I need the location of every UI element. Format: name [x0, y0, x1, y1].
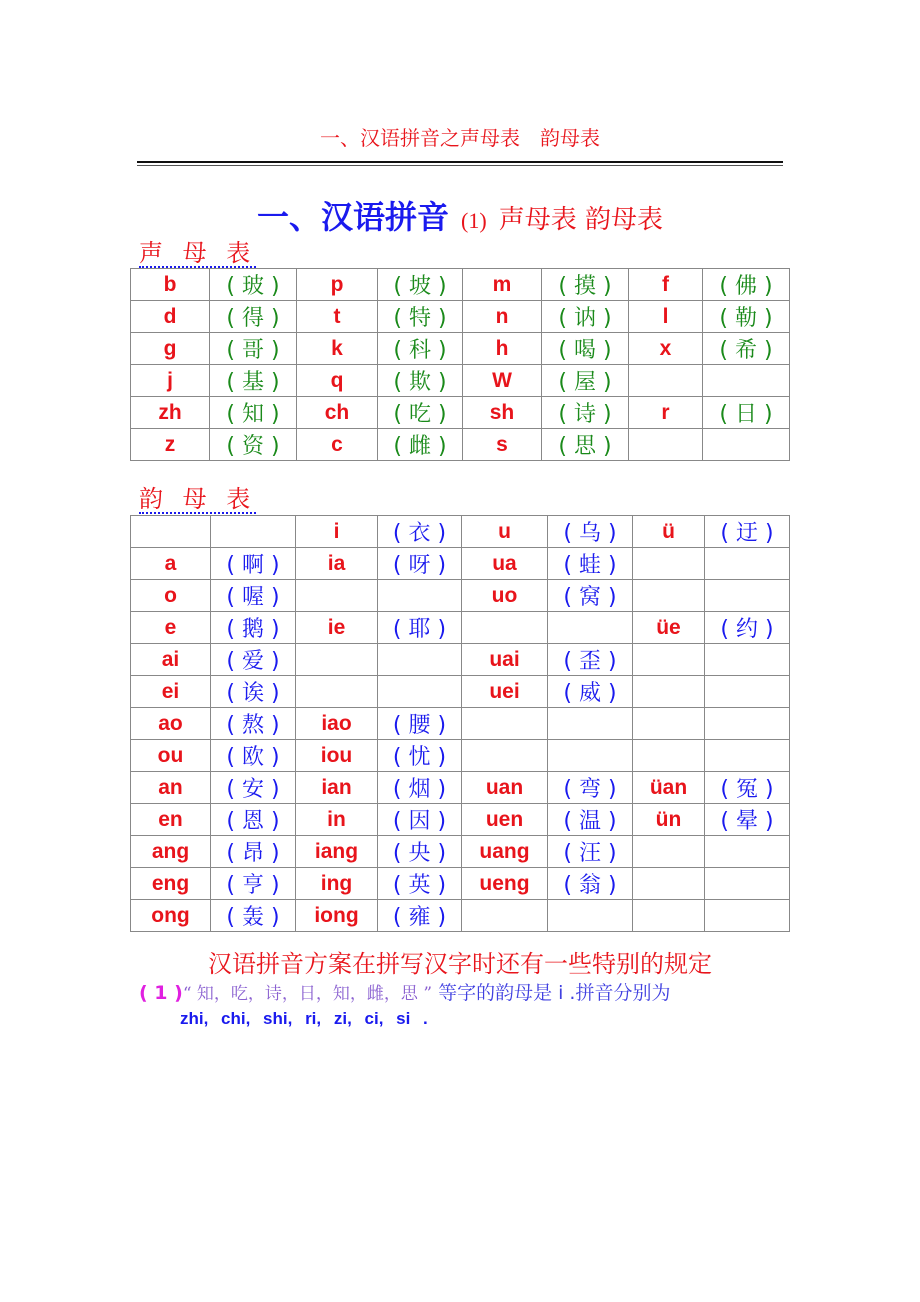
example-char-cell: [705, 580, 790, 612]
example-char-cell: ( 英 ): [378, 868, 462, 900]
example-char-cell: [548, 612, 633, 644]
pinyin-cell: [633, 548, 705, 580]
pinyin-cell: uei: [462, 676, 548, 708]
example-char-cell: ( 吃 ): [378, 397, 463, 429]
example-char-cell: ( 欧 ): [211, 740, 296, 772]
page-title: [0, 192, 920, 238]
example-char-cell: ( 汪 ): [548, 836, 633, 868]
example-char-cell: ( 鹅 ): [211, 612, 296, 644]
pinyin-cell: j: [131, 365, 210, 397]
example-char-cell: ( 诗 ): [542, 397, 629, 429]
pinyin-cell: g: [131, 333, 210, 365]
example-char-cell: [705, 644, 790, 676]
pinyin-cell: [633, 740, 705, 772]
pinyin-cell: uang: [462, 836, 548, 868]
pinyin-cell: [633, 708, 705, 740]
example-char-cell: ( 乌 ): [548, 516, 633, 548]
pinyin-cell: d: [131, 301, 210, 333]
pinyin-cell: uo: [462, 580, 548, 612]
example-char-cell: ( 喝 ): [542, 333, 629, 365]
pinyin-cell: [633, 868, 705, 900]
example-char-cell: ( 威 ): [548, 676, 633, 708]
example-char-cell: ( 弯 ): [548, 772, 633, 804]
example-char-cell: ( 欺 ): [378, 365, 463, 397]
table-row: [131, 429, 790, 461]
example-char-cell: [548, 900, 633, 932]
pinyin-cell: ian: [296, 772, 378, 804]
table-row: [131, 580, 790, 612]
example-char-cell: ( 衣 ): [378, 516, 462, 548]
pinyin-cell: uan: [462, 772, 548, 804]
example-char-cell: ( 翁 ): [548, 868, 633, 900]
pinyin-cell: n: [463, 301, 542, 333]
example-char-cell: ( 因 ): [378, 804, 462, 836]
table-row: [131, 397, 790, 429]
example-char-cell: ( 忧 ): [378, 740, 462, 772]
pinyin-cell: iong: [296, 900, 378, 932]
pinyin-cell: ia: [296, 548, 378, 580]
pinyin-cell: ai: [131, 644, 211, 676]
example-char-cell: ( 得 ): [210, 301, 297, 333]
example-char-cell: [705, 868, 790, 900]
header-rule: [137, 161, 783, 163]
pinyin-cell: [296, 644, 378, 676]
pinyin-cell: m: [463, 269, 542, 301]
pinyin-cell: [462, 612, 548, 644]
pinyin-cell: i: [296, 516, 378, 548]
example-char-cell: [705, 708, 790, 740]
table-row: [131, 708, 790, 740]
pinyin-cell: ing: [296, 868, 378, 900]
pinyin-cell: u: [462, 516, 548, 548]
example-char-cell: ( 迂 ): [705, 516, 790, 548]
example-char-cell: [703, 429, 790, 461]
table-row: [131, 900, 790, 932]
pinyin-cell: ie: [296, 612, 378, 644]
example-char-cell: ( 约 ): [705, 612, 790, 644]
example-char-cell: ( 知 ): [210, 397, 297, 429]
pinyin-cell: an: [131, 772, 211, 804]
example-char-cell: ( 央 ): [378, 836, 462, 868]
example-char-cell: ( 昂 ): [211, 836, 296, 868]
table-row: [131, 836, 790, 868]
table-row: [131, 333, 790, 365]
example-char-cell: ( 雌 ): [378, 429, 463, 461]
example-char-cell: ( 雍 ): [378, 900, 462, 932]
table-row: [131, 740, 790, 772]
pinyin-cell: ü: [633, 516, 705, 548]
pinyin-cell: [131, 516, 211, 548]
table-row: [131, 676, 790, 708]
pinyin-cell: [629, 365, 703, 397]
pinyin-cell: ua: [462, 548, 548, 580]
pinyin-cell: ch: [297, 397, 378, 429]
example-char-cell: [211, 516, 296, 548]
pinyin-cell: b: [131, 269, 210, 301]
pinyin-cell: e: [131, 612, 211, 644]
pinyin-cell: ueng: [462, 868, 548, 900]
example-char-cell: [705, 900, 790, 932]
example-char-cell: [705, 676, 790, 708]
example-char-cell: ( 科 ): [378, 333, 463, 365]
table-row: [131, 269, 790, 301]
pinyin-cell: [462, 900, 548, 932]
example-char-cell: ( 佛 ): [703, 269, 790, 301]
example-char-cell: ( 腰 ): [378, 708, 462, 740]
table-row: [131, 644, 790, 676]
pinyin-cell: [462, 740, 548, 772]
title-num: (1): [461, 208, 487, 233]
pinyin-cell: [629, 429, 703, 461]
pinyin-cell: ün: [633, 804, 705, 836]
pinyin-cell: [633, 836, 705, 868]
shengmu-label: 声 母 表: [139, 239, 257, 267]
pinyin-cell: en: [131, 804, 211, 836]
title-sub: 声母表 韵母表: [498, 205, 663, 235]
example-char-cell: ( 资 ): [210, 429, 297, 461]
example-char-cell: ( 温 ): [548, 804, 633, 836]
example-char-cell: ( 屋 ): [542, 365, 629, 397]
example-char-cell: ( 安 ): [211, 772, 296, 804]
example-char-cell: [705, 548, 790, 580]
pinyin-cell: sh: [463, 397, 542, 429]
example-char-cell: ( 喔 ): [211, 580, 296, 612]
example-char-cell: ( 窝 ): [548, 580, 633, 612]
example-char-cell: [548, 708, 633, 740]
pinyin-cell: [633, 644, 705, 676]
example-char-cell: ( 轰 ): [211, 900, 296, 932]
rule-answer: zhi, chi, shi, ri, zi, ci, si .: [180, 1009, 428, 1028]
example-char-cell: ( 蛙 ): [548, 548, 633, 580]
table-row: [131, 612, 790, 644]
pinyin-cell: uen: [462, 804, 548, 836]
pinyin-cell: eng: [131, 868, 211, 900]
example-char-cell: ( 思 ): [542, 429, 629, 461]
pinyin-cell: zh: [131, 397, 210, 429]
example-char-cell: ( 日 ): [703, 397, 790, 429]
example-char-cell: ( 希 ): [703, 333, 790, 365]
example-char-cell: ( 坡 ): [378, 269, 463, 301]
example-char-cell: ( 勒 ): [703, 301, 790, 333]
pinyin-cell: c: [297, 429, 378, 461]
rules-title: 汉语拼音方案在拼写汉字时还有一些特别的规定: [208, 950, 712, 978]
yunmu-label: 韵 母 表: [139, 485, 257, 513]
example-char-cell: ( 晕 ): [705, 804, 790, 836]
example-char-cell: ( 爱 ): [211, 644, 296, 676]
pinyin-cell: uai: [462, 644, 548, 676]
pinyin-cell: f: [629, 269, 703, 301]
pinyin-cell: üe: [633, 612, 705, 644]
pinyin-cell: [296, 580, 378, 612]
table-row: [131, 516, 790, 548]
pinyin-cell: [462, 708, 548, 740]
pinyin-cell: in: [296, 804, 378, 836]
example-char-cell: ( 歪 ): [548, 644, 633, 676]
pinyin-cell: x: [629, 333, 703, 365]
rule-number: ( 1 ): [139, 982, 183, 1004]
pinyin-cell: [633, 676, 705, 708]
example-char-cell: ( 讷 ): [542, 301, 629, 333]
pinyin-cell: ou: [131, 740, 211, 772]
example-char-cell: [548, 740, 633, 772]
pinyin-cell: l: [629, 301, 703, 333]
example-char-cell: ( 诶 ): [211, 676, 296, 708]
pinyin-cell: ang: [131, 836, 211, 868]
pinyin-cell: [633, 580, 705, 612]
example-char-cell: ( 冤 ): [705, 772, 790, 804]
example-char-cell: [378, 676, 462, 708]
pinyin-cell: a: [131, 548, 211, 580]
example-char-cell: ( 啊 ): [211, 548, 296, 580]
pinyin-cell: iou: [296, 740, 378, 772]
pinyin-cell: iao: [296, 708, 378, 740]
pinyin-cell: k: [297, 333, 378, 365]
example-char-cell: [378, 644, 462, 676]
example-char-cell: ( 耶 ): [378, 612, 462, 644]
table-row: [131, 772, 790, 804]
table-row: [131, 804, 790, 836]
yunmu-table: [130, 515, 790, 932]
example-char-cell: ( 特 ): [378, 301, 463, 333]
pinyin-cell: üan: [633, 772, 705, 804]
table-row: [131, 301, 790, 333]
example-char-cell: [703, 365, 790, 397]
example-char-cell: ( 基 ): [210, 365, 297, 397]
pinyin-cell: ei: [131, 676, 211, 708]
pinyin-cell: t: [297, 301, 378, 333]
example-char-cell: ( 呀 ): [378, 548, 462, 580]
rule-item: [139, 978, 670, 1005]
example-char-cell: ( 恩 ): [211, 804, 296, 836]
example-char-cell: ( 亨 ): [211, 868, 296, 900]
example-char-cell: ( 玻 ): [210, 269, 297, 301]
example-char-cell: [705, 740, 790, 772]
header-rule-thin: [137, 165, 783, 166]
example-char-cell: [378, 580, 462, 612]
example-char-cell: ( 哥 ): [210, 333, 297, 365]
page-header: 一、汉语拼音之声母表 韵母表: [320, 126, 600, 150]
table-row: [131, 365, 790, 397]
table-row: [131, 548, 790, 580]
pinyin-cell: [296, 676, 378, 708]
example-char-cell: [705, 836, 790, 868]
pinyin-cell: q: [297, 365, 378, 397]
pinyin-cell: W: [463, 365, 542, 397]
pinyin-cell: o: [131, 580, 211, 612]
example-char-cell: ( 摸 ): [542, 269, 629, 301]
rule-text: 等字的韵母是 i .拼音分别为: [432, 982, 671, 1004]
pinyin-cell: ong: [131, 900, 211, 932]
rule-quote: “ 知，吃，诗，日，知，雌，思 ”: [182, 984, 433, 1004]
title-main: 一、汉语拼音: [257, 198, 450, 236]
example-char-cell: ( 熬 ): [211, 708, 296, 740]
example-char-cell: ( 烟 ): [378, 772, 462, 804]
pinyin-cell: [633, 900, 705, 932]
pinyin-cell: h: [463, 333, 542, 365]
pinyin-cell: iang: [296, 836, 378, 868]
pinyin-cell: r: [629, 397, 703, 429]
pinyin-cell: z: [131, 429, 210, 461]
shengmu-table: [130, 268, 790, 461]
pinyin-cell: s: [463, 429, 542, 461]
pinyin-cell: p: [297, 269, 378, 301]
table-row: [131, 868, 790, 900]
pinyin-cell: ao: [131, 708, 211, 740]
